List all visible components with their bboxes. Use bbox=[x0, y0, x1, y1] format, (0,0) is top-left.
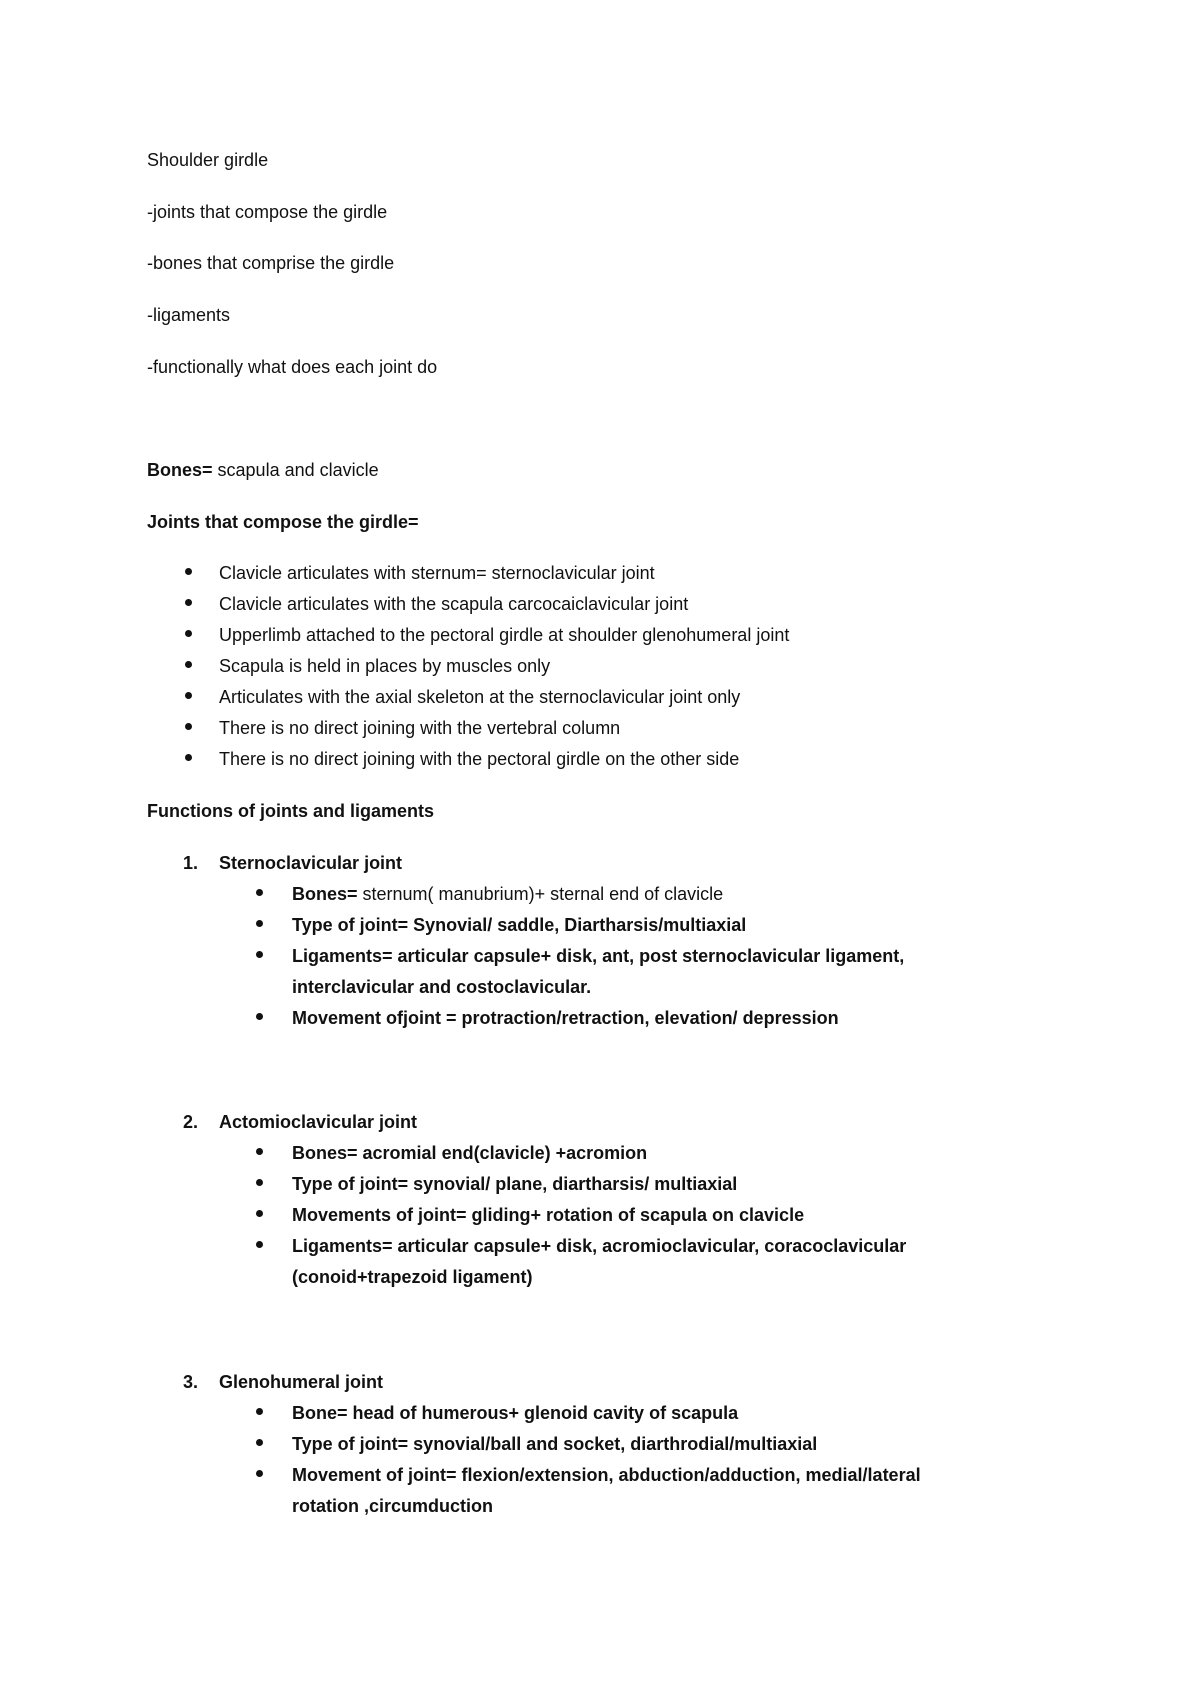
functions-heading: Functions of joints and ligaments bbox=[147, 801, 435, 821]
joint-bullet: Bones= acromial end(clavicle) +acromion bbox=[292, 1143, 648, 1163]
joint-bullet: Ligaments= articular capsule+ disk, ant, post sternoclavicular ligament, bbox=[292, 946, 905, 966]
joint-bullet: Type of joint= synovial/ball and socket, diarthrodial/multiaxial bbox=[292, 1434, 818, 1454]
bullet-icon bbox=[185, 692, 192, 699]
bullet-icon bbox=[256, 1470, 263, 1477]
bullet-icon bbox=[185, 568, 192, 575]
bullet-icon bbox=[185, 599, 192, 606]
joint-bullet: Type of joint= synovial/ plane, diartharsis/ multiaxial bbox=[292, 1174, 738, 1194]
joint-bullet: Movement of joint= flexion/extension, abduction/adduction, medial/lateral bbox=[292, 1465, 921, 1485]
joint-title: Sternoclavicular joint bbox=[219, 853, 403, 873]
bullet-icon bbox=[256, 920, 263, 927]
bullet-icon bbox=[256, 889, 263, 896]
bones-label: Bones= bbox=[147, 460, 213, 480]
joint-number: 1. bbox=[183, 853, 199, 873]
joint-bullet: Bone= head of humerous+ glenoid cavity of scapula bbox=[292, 1403, 739, 1423]
bullet-icon bbox=[256, 1148, 263, 1155]
bullet-icon bbox=[185, 661, 192, 668]
intro-item: -joints that compose the girdle bbox=[147, 202, 388, 222]
joint-bullet bbox=[292, 882, 723, 906]
bullet-icon bbox=[185, 723, 192, 730]
joints-bullet: Articulates with the axial skeleton at the sternoclavicular joint only bbox=[219, 687, 741, 707]
joints-bullet: Clavicle articulates with sternum= sternoclavicular joint bbox=[219, 563, 655, 583]
bones-line bbox=[147, 458, 379, 482]
intro-item: -ligaments bbox=[147, 305, 231, 325]
joints-bullet: Upperlimb attached to the pectoral girdle at shoulder glenohumeral joint bbox=[219, 625, 790, 645]
document-title: Shoulder girdle bbox=[147, 150, 269, 170]
bullet-icon bbox=[256, 951, 263, 958]
joint-bullet: Movements of joint= gliding+ rotation of scapula on clavicle bbox=[292, 1205, 805, 1225]
joint-bullet: Ligaments= articular capsule+ disk, acromioclavicular, coracoclavicular bbox=[292, 1236, 907, 1256]
joint-title: Glenohumeral joint bbox=[219, 1372, 384, 1392]
intro-item: -bones that comprise the girdle bbox=[147, 253, 395, 273]
joint-number: 2. bbox=[183, 1112, 199, 1132]
joints-bullet: There is no direct joining with the vertebral column bbox=[219, 718, 621, 738]
bullet-icon bbox=[256, 1408, 263, 1415]
joints-bullet: Clavicle articulates with the scapula carcocaiclavicular joint bbox=[219, 594, 689, 614]
bullet-icon bbox=[256, 1179, 263, 1186]
intro-item: -functionally what does each joint do bbox=[147, 357, 438, 377]
joint-bullet-continuation: (conoid+trapezoid ligament) bbox=[292, 1267, 533, 1287]
bullet-icon bbox=[185, 630, 192, 637]
bones-text: scapula and clavicle bbox=[212, 460, 379, 480]
bullet-icon bbox=[256, 1439, 263, 1446]
joint-bullet-continuation: interclavicular and costoclavicular. bbox=[292, 977, 592, 997]
joint-title: Actomioclavicular joint bbox=[219, 1112, 418, 1132]
joint-bullet-continuation: rotation ,circumduction bbox=[292, 1496, 494, 1516]
bullet-icon bbox=[256, 1013, 263, 1020]
joint-bullet-label: Bones= bbox=[292, 884, 358, 904]
joint-number: 3. bbox=[183, 1372, 199, 1392]
joint-bullet: Movement ofjoint = protraction/retraction, elevation/ depression bbox=[292, 1008, 839, 1028]
bullet-icon bbox=[256, 1241, 263, 1248]
joints-bullet: There is no direct joining with the pectoral girdle on the other side bbox=[219, 749, 740, 769]
bullet-icon bbox=[185, 754, 192, 761]
joints-heading: Joints that compose the girdle= bbox=[147, 512, 419, 532]
joints-bullet: Scapula is held in places by muscles only bbox=[219, 656, 551, 676]
joint-bullet-text: sternum( manubrium)+ sternal end of clavicle bbox=[357, 884, 724, 904]
joint-bullet: Type of joint= Synovial/ saddle, Diartharsis/multiaxial bbox=[292, 915, 747, 935]
bullet-icon bbox=[256, 1210, 263, 1217]
